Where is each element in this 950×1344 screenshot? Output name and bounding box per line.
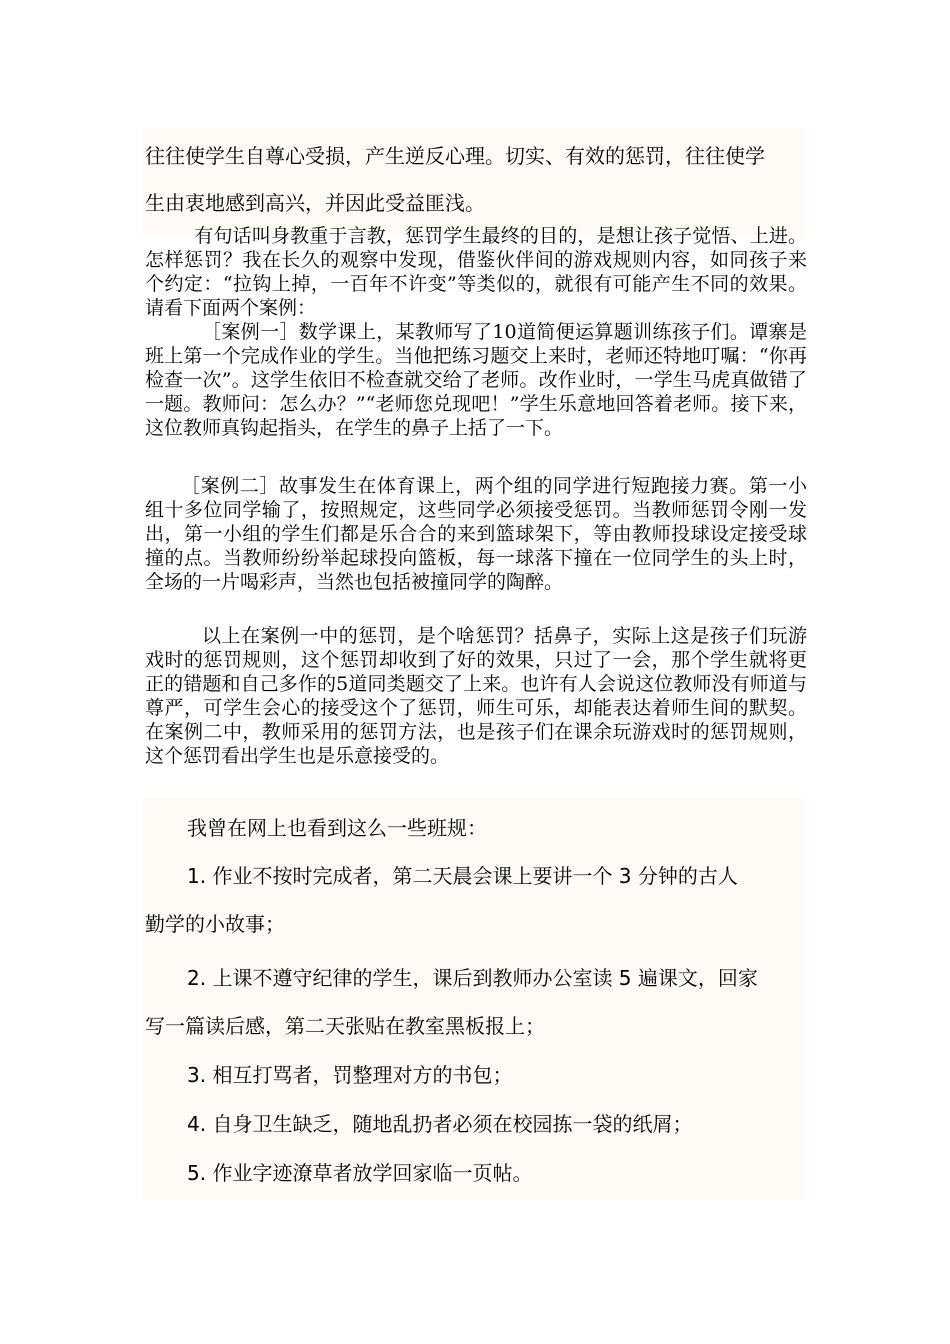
rule-1-line-2: 勤学的小故事；	[145, 912, 285, 936]
rule-1-line-1: 1. 作业不按时完成者，第二天晨会课上要讲一个 3 分钟的古人	[187, 864, 738, 888]
rules-intro: 我曾在网上也看到这么一些班规：	[187, 816, 487, 840]
top-text-line-1: 往往使学生自尊心受损，产生逆反心理。切实、有效的惩罚，往往使学	[145, 144, 765, 168]
top-text-line-2: 生由衷地感到高兴，并因此受益匪浅。	[145, 191, 485, 215]
paragraph-case-one: ［案例一］数学课上，某教师写了10道简便运算题训练孩子们。谭寨是班上第一个完成作业的学生。当他把练习题交上来时，老师还特地叮嘱：“你再检查一次”。这学生依旧不检查就交给了老师。改作业时，一学生马虎真做错了一题。教师问：怎么办？”“老师您兑现吧！”学生乐意地回答着老师。接下来，这位教师真钩起指头，在学生的鼻子上括了一下。	[145, 321, 807, 439]
rule-4: 4. 自身卫生缺乏，随地乱扔者必须在校园拣一袋的纸屑；	[187, 1112, 693, 1136]
rule-2-line-2: 写一篇读后感，第二天张贴在教室黑板报上；	[145, 1014, 545, 1038]
paragraph-intro: 有句话叫身教重于言教，惩罚学生最终的目的，是想让孩子觉悟、上进。怎样惩罚？我在长久的观察中发现，借鉴伙伴间的游戏规则内容，如同孩子来个约定：“拉钩上掉，一百年不许变”等类似的，就很有可能产生不同的效果。请看下面两个案例：	[145, 225, 807, 319]
bottom-shaded-section	[143, 798, 805, 1198]
rule-3: 3. 相互打骂者，罚整理对方的书包；	[187, 1063, 513, 1087]
rule-2-line-1: 2. 上课不遵守纪律的学生，课后到教师办公室读 5 遍课文，回家	[187, 966, 758, 990]
paragraph-case-two: ［案例二］故事发生在体育课上，两个组的同学进行短跑接力赛。第一小组十多位同学输了，按照规定，这些同学必须接受惩罚。当教师惩罚令刚一发出，第一小组的学生们都是乐合合的来到篮球架下，等由教师投球设定接受球撞的点。当教师纷纷举起球投向篮板，每一球落下撞在一位同学生的头上时，全场的一片喝彩声，当然也包括被撞同学的陶醉。	[145, 475, 807, 593]
paragraph-analysis: 以上在案例一中的惩罚，是个啥惩罚？括鼻子，实际上这是孩子们玩游戏时的惩罚规则，这个惩罚却收到了好的效果，只过了一会，那个学生就将更正的错题和自己多作的5道同类题交了上来。也许有人会说这位教师没有师道与尊严，可学生会心的接受这个了惩罚，师生可乐，却能表达着师生间的默契。在案例二中，教师采用的惩罚方法，也是孩子们在课余玩游戏时的惩罚规则，这个惩罚看出学生也是乐意接受的。	[145, 625, 807, 767]
rule-5: 5. 作业字迹潦草者放学回家临一页帖。	[187, 1161, 533, 1185]
